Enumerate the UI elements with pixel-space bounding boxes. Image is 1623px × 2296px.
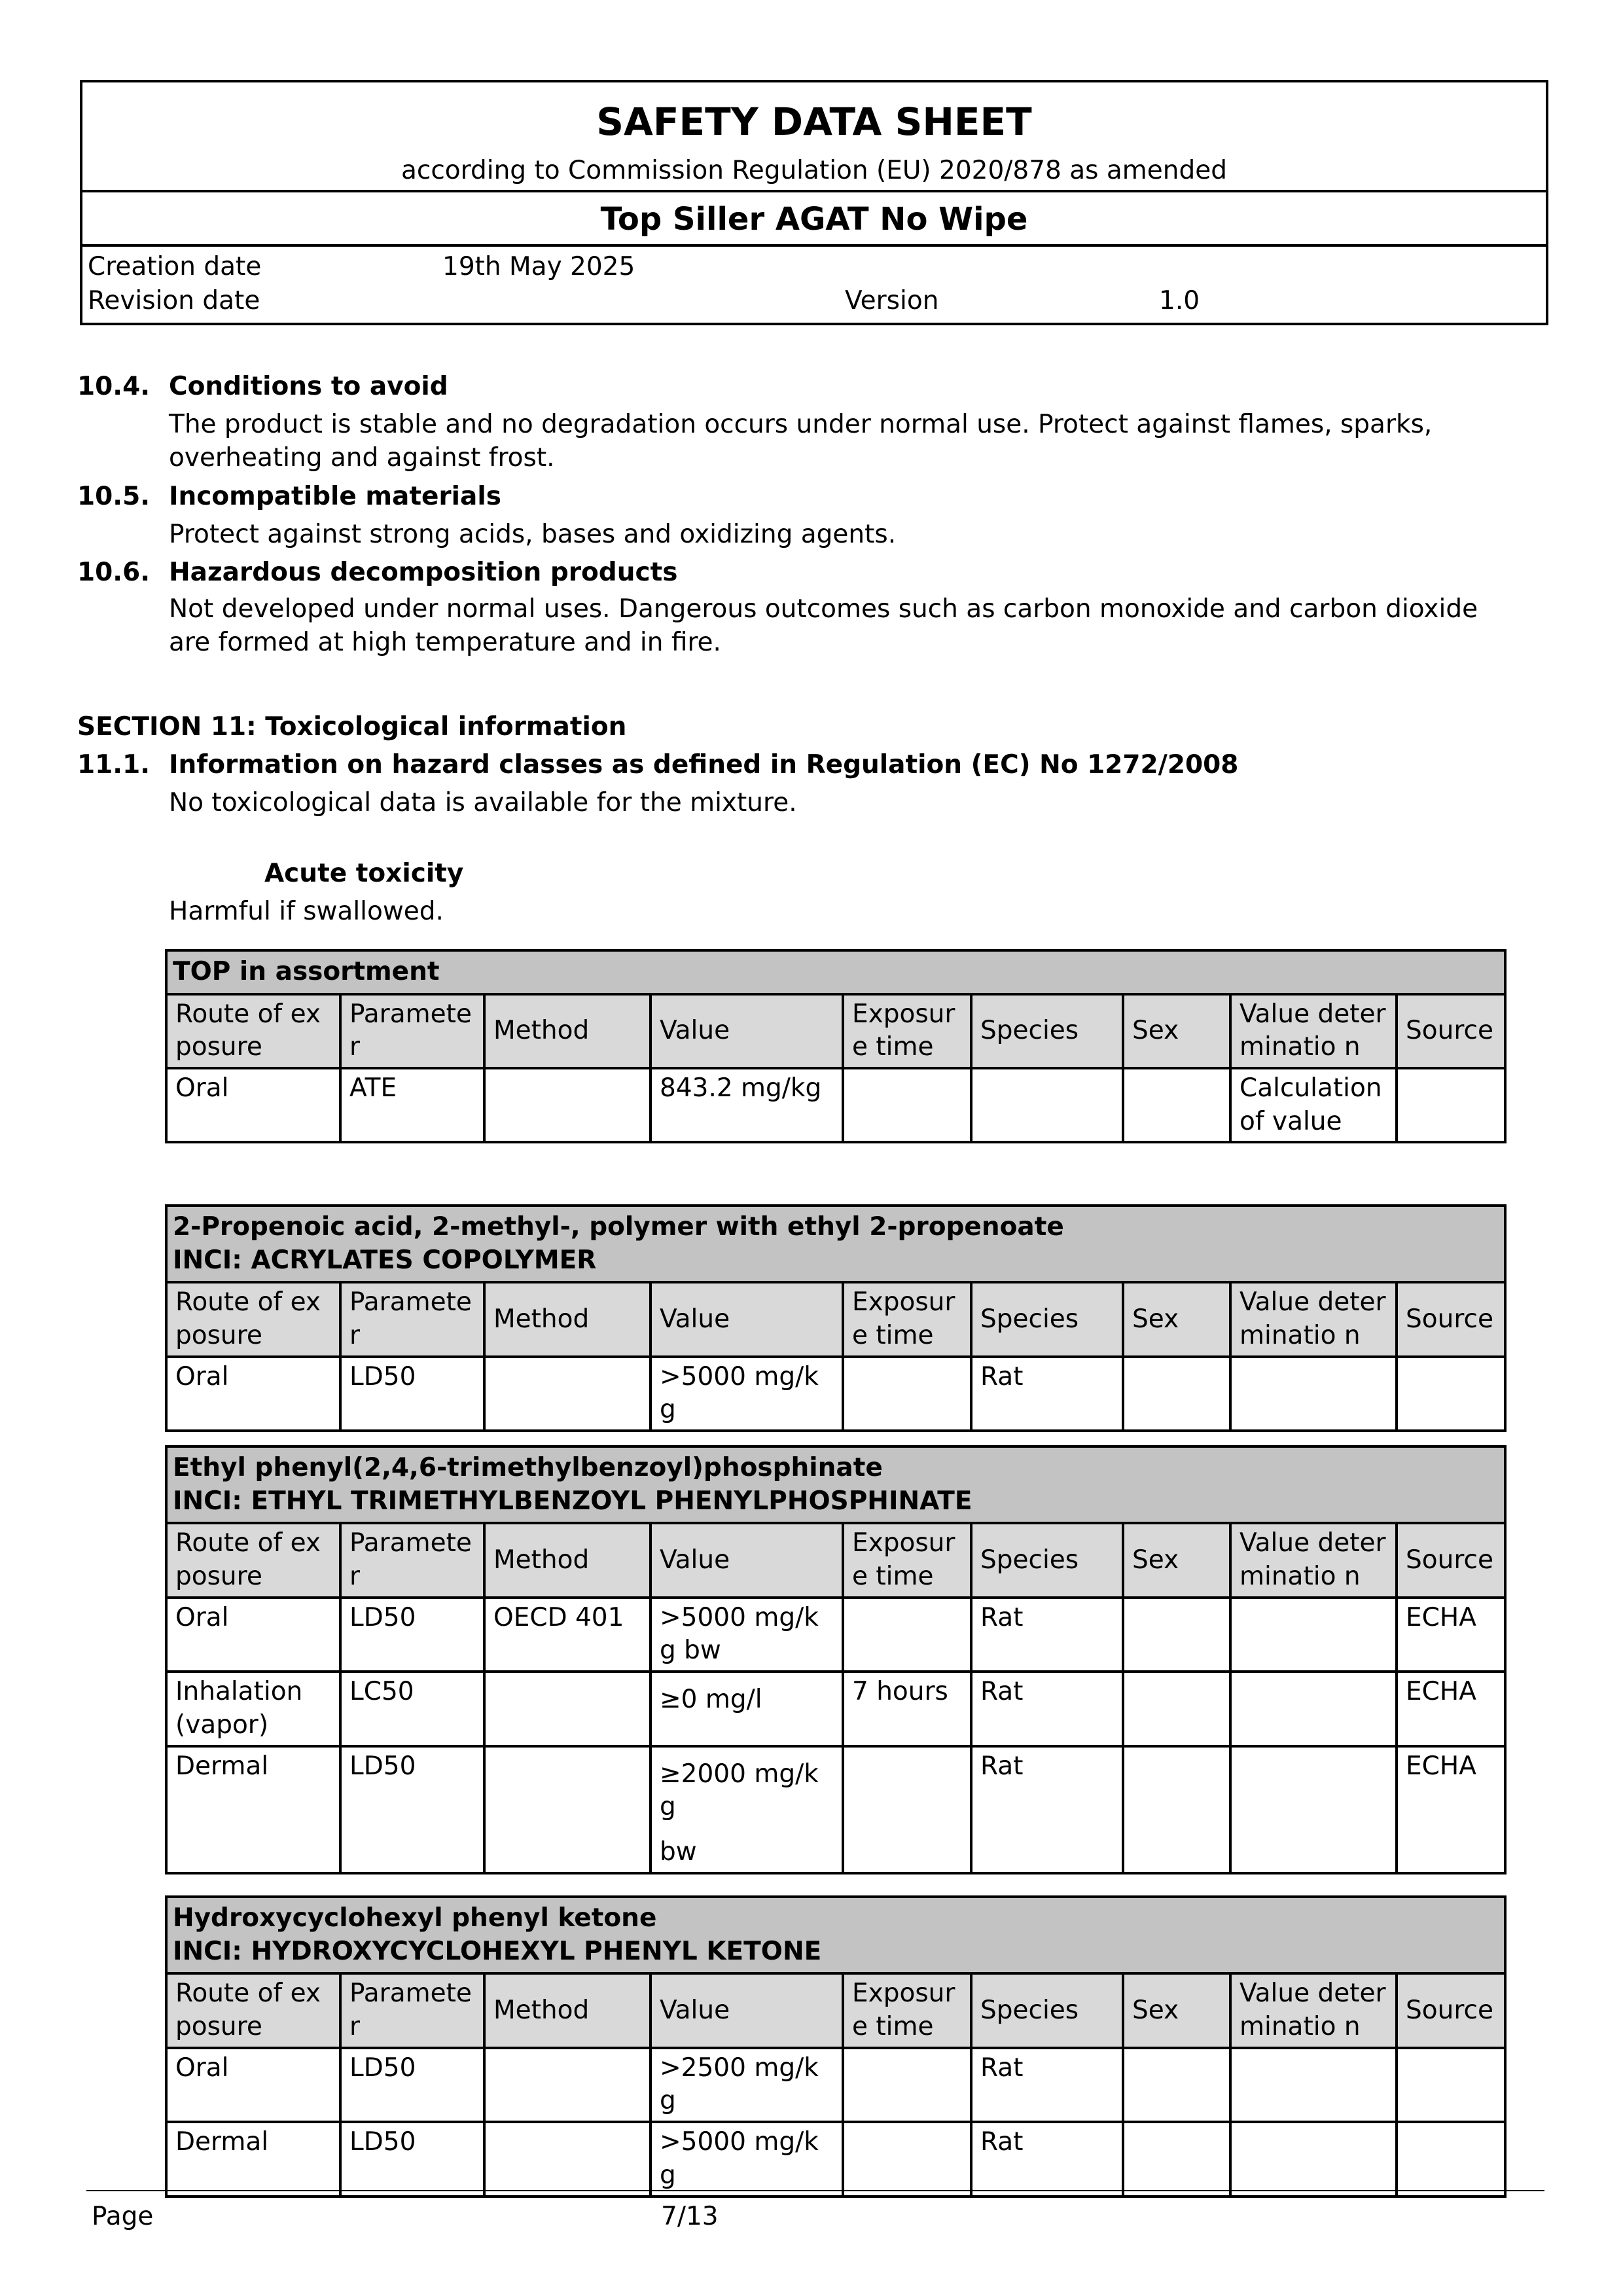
regulation-subtitle: according to Commission Regulation (EU) 2020/878 as amended	[401, 155, 1227, 185]
table-row: Oral ATE 843.2 mg/kg Calculation of value	[166, 1068, 1505, 1142]
table-row: Dermal LD50 ≥2000 mg/kg bw Rat ECHA	[166, 1746, 1505, 1873]
table-title: 2-Propenoic acid, 2-methyl-, polymer with ethyl 2-propenoate INCI: ACRYLATES COPOLYMER	[166, 1206, 1505, 1282]
section-11-1-title: Information on hazard classes as defined in Regulation (EC) No 1272/2008	[169, 750, 1239, 780]
section-10-5-number: 10.5.	[77, 482, 151, 511]
section-11-title: SECTION 11: Toxicological information	[77, 712, 627, 742]
col-species: Species	[971, 994, 1123, 1068]
table-title: Ethyl phenyl(2,4,6-trimethylbenzoyl)phosphinate INCI: ETHYL TRIMETHYLBENZOYL PHENYLPHOSPHINATE	[166, 1446, 1505, 1523]
product-name: Top Siller AGAT No Wipe	[82, 190, 1546, 246]
table-header-row: Route of exposure Parameter Method Value Exposure time Species Sex Value determinatio n Source	[166, 1523, 1505, 1597]
tox-table-acrylates-copolymer	[165, 1204, 1507, 1432]
revision-date-label: Revision date	[88, 285, 260, 315]
footer-page-number: 7/13	[661, 2202, 719, 2231]
table-row: Oral LD50 >5000 mg/kg Rat	[166, 1357, 1505, 1431]
section-10-5-title: Incompatible materials	[169, 482, 501, 511]
table-header-row: Route of exposure Parameter Method Value Exposure time Species Sex Value determinatio n Source	[166, 1973, 1505, 2047]
table-row: Oral LD50 >2500 mg/kg Rat	[166, 2048, 1505, 2122]
document-title: SAFETY DATA SHEET	[596, 99, 1032, 144]
creation-row	[82, 247, 1546, 285]
acute-toxicity-title: Acute toxicity	[264, 859, 464, 888]
col-value: Value	[651, 994, 843, 1068]
table-title: Hydroxycyclohexyl phenyl ketone INCI: HYDROXYCYCLOHEXYL PHENYL KETONE	[166, 1897, 1505, 1973]
version-label: Version	[845, 285, 939, 315]
section-10-6-number: 10.6.	[77, 558, 151, 587]
document-header	[80, 80, 1548, 325]
section-10-5-text: Protect against strong acids, bases and oxidizing agents.	[169, 520, 897, 549]
table-header-row: Route of exposure Parameter Method Value Exposure time Species Sex Value determinatio n Source	[166, 1282, 1505, 1356]
section-10-4-number: 10.4.	[77, 372, 151, 401]
acute-toxicity-text: Harmful if swallowed.	[169, 897, 444, 926]
creation-date-label: Creation date	[88, 251, 262, 281]
creation-date-value: 19th May 2025	[442, 251, 635, 281]
col-exposure-time: Exposure time	[843, 994, 971, 1068]
section-10-4-text: The product is stable and no degradation occurs under normal use. Protect against flames, sparks, overheating and against frost.	[169, 410, 1433, 473]
col-source: Source	[1397, 994, 1505, 1068]
section-11-1-number: 11.1.	[77, 750, 151, 780]
tox-table-ethyl-phosphinate	[165, 1445, 1507, 1874]
revision-row	[82, 285, 1546, 323]
col-parameter: Parameter	[340, 994, 484, 1068]
col-route: Route of exposure	[166, 994, 340, 1068]
col-value-determination: Value determinatio n	[1230, 994, 1397, 1068]
footer-page-label: Page	[92, 2202, 154, 2231]
section-10-6-title: Hazardous decomposition products	[169, 558, 678, 587]
version-value: 1.0	[1159, 285, 1200, 315]
footer-divider	[86, 2190, 1544, 2191]
tox-table-hydroxycyclohexyl	[165, 1895, 1507, 2198]
section-11-1-text: No toxicological data is available for the mixture.	[169, 788, 797, 817]
table-row: Dermal LD50 >5000 mg/kg Rat	[166, 2122, 1505, 2196]
table-row: Oral LD50 OECD 401 >5000 mg/kg bw Rat ECHA	[166, 1598, 1505, 1672]
table-title: TOP in assortment	[166, 950, 1505, 994]
table-row: Inhalation (vapor) LC50 ≥0 mg/l 7 hours Rat ECHA	[166, 1672, 1505, 1746]
section-10-6-text: Not developed under normal uses. Dangerous outcomes such as carbon monoxide and carbon dioxide are formed at high temperature and in fire.	[169, 594, 1478, 657]
table-header-row	[166, 994, 1505, 1068]
tox-table-top-in-assortment	[165, 949, 1507, 1143]
col-sex: Sex	[1123, 994, 1230, 1068]
section-10-4-title: Conditions to avoid	[169, 372, 448, 401]
col-method: Method	[484, 994, 651, 1068]
